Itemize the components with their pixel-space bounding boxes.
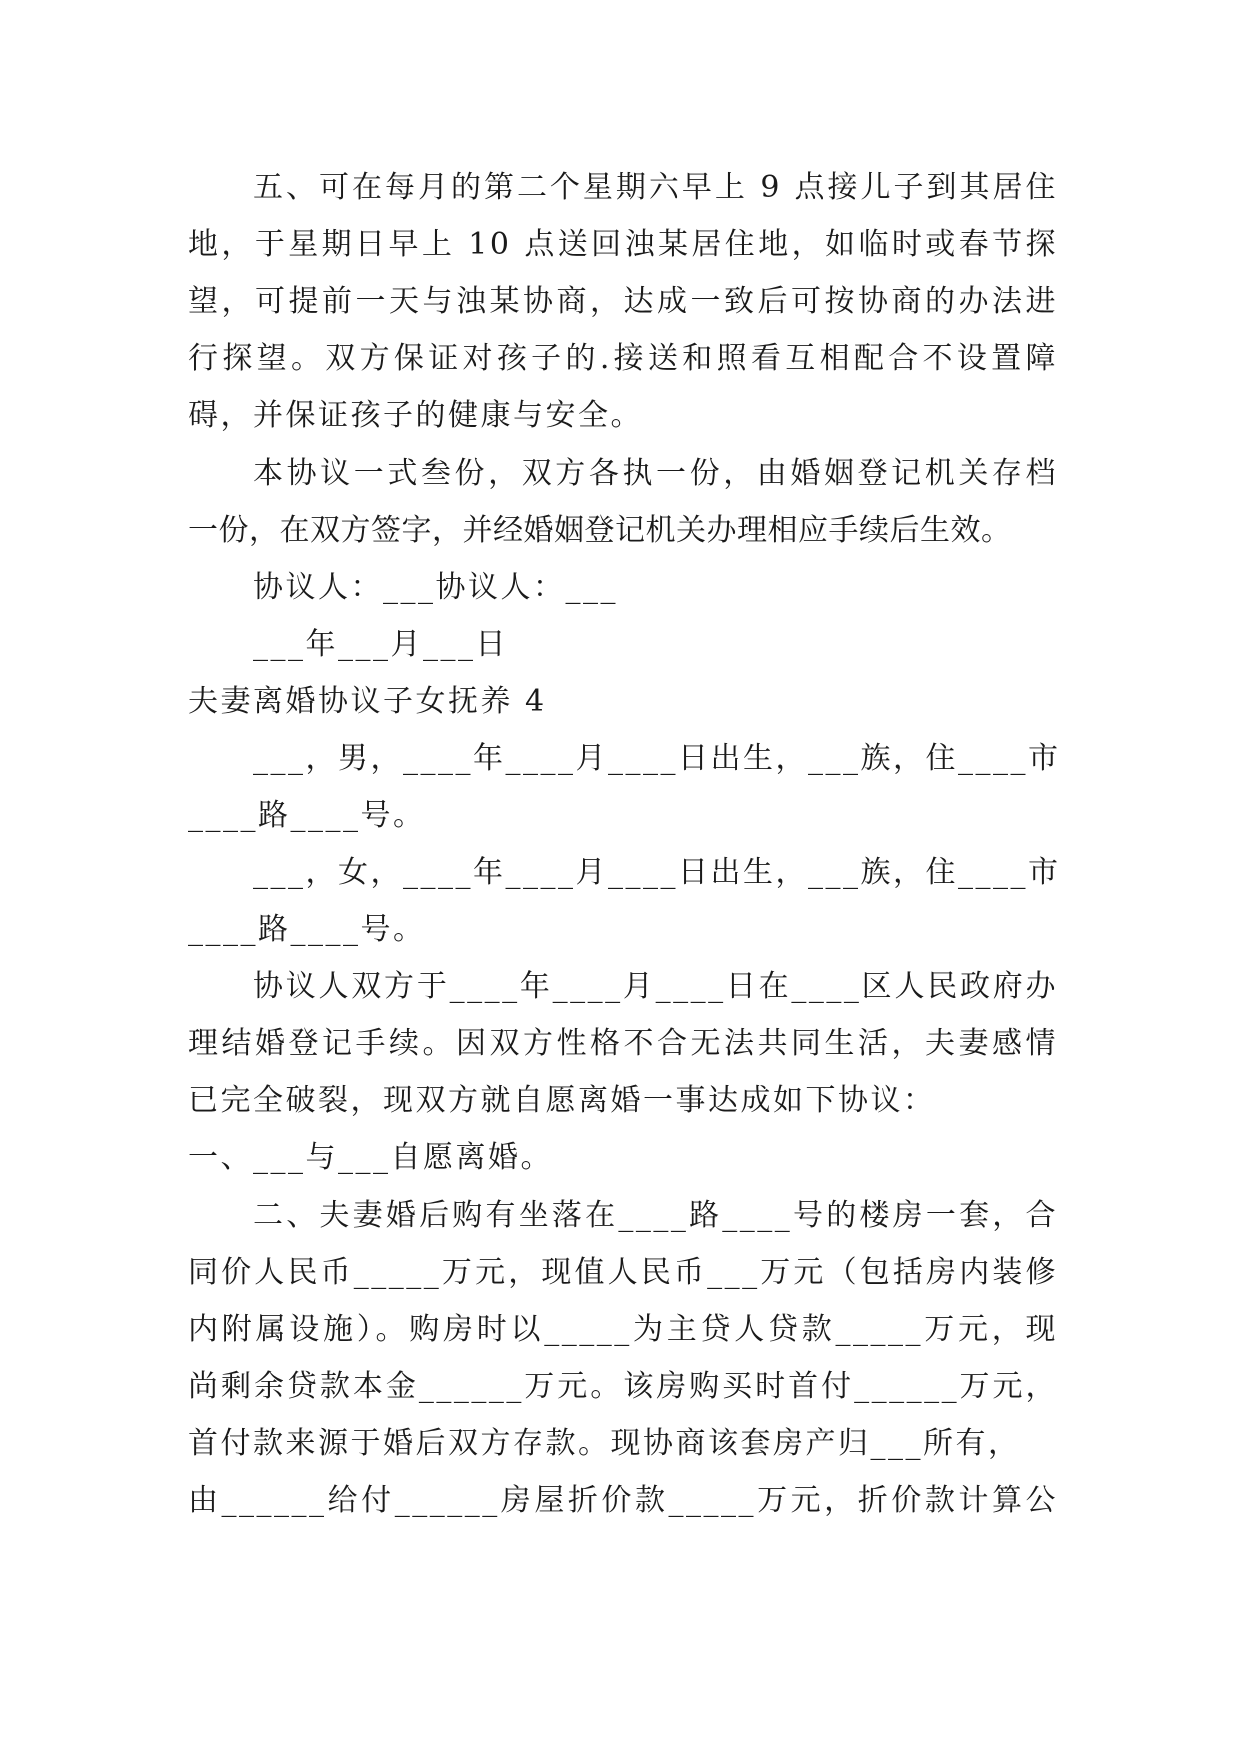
date-line: ___年___月___日 [253, 627, 508, 662]
paragraph-line: ___，男，____年____月____日出生，___族，住____市 [253, 741, 1061, 776]
paragraph-line: 望，可提前一天与浊某协商，达成一致后可按协商的办法进 [188, 284, 1058, 319]
section-title: 夫妻离婚协议子女抚养 4 [188, 684, 547, 719]
paragraph-line: 地，于星期日早上 10 点送回浊某居住地，如临时或春节探 [188, 227, 1058, 262]
paragraph-line: 首付款来源于婚后双方存款。现协商该套房产归___所有， [188, 1426, 1021, 1461]
paragraph-line: 尚剩余贷款本金______万元。该房购买时首付______万元， [188, 1369, 1058, 1404]
paragraph-line: 理结婚登记手续。因双方性格不合无法共同生活，夫妻感情 [188, 1026, 1058, 1061]
signature-line: 协议人：___协议人：___ [253, 570, 618, 605]
paragraph-line: ____路____号。 [188, 798, 426, 833]
paragraph-line: 协议人双方于____年____月____日在____区人民政府办 [253, 969, 1058, 1004]
paragraph-line: 同价人民币_____万元，现值人民币___万元（包括房内装修 [188, 1255, 1058, 1290]
paragraph-line: 一、___与___自愿离婚。 [188, 1140, 553, 1175]
paragraph-line: 一份，在双方签字，并经婚姻登记机关办理相应手续后生效。 [188, 513, 1012, 548]
paragraph-line: 已完全破裂，现双方就自愿离婚一事达成如下协议： [188, 1083, 936, 1118]
paragraph-line: 内附属设施）。购房时以_____为主贷人贷款_____万元，现 [188, 1312, 1058, 1347]
paragraph-line: 碍，并保证孩子的健康与安全。 [188, 398, 643, 433]
paragraph-line: 二、夫妻婚后购有坐落在____路____号的楼房一套，合 [253, 1198, 1058, 1233]
paragraph-line: ____路____号。 [188, 912, 426, 947]
paragraph-line: ___，女，____年____月____日出生，___族，住____市 [253, 855, 1061, 890]
paragraph-line: 由______给付______房屋折价款_____万元，折价款计算公 [188, 1483, 1058, 1518]
paragraph-line: 五、可在每月的第二个星期六早上 9 点接儿子到其居住 [253, 170, 1058, 205]
paragraph-line: 本协议一式叁份，双方各执一份，由婚姻登记机关存档 [253, 456, 1058, 491]
paragraph-line: 行探望。双方保证对孩子的.接送和照看互相配合不设置障 [188, 341, 1058, 376]
